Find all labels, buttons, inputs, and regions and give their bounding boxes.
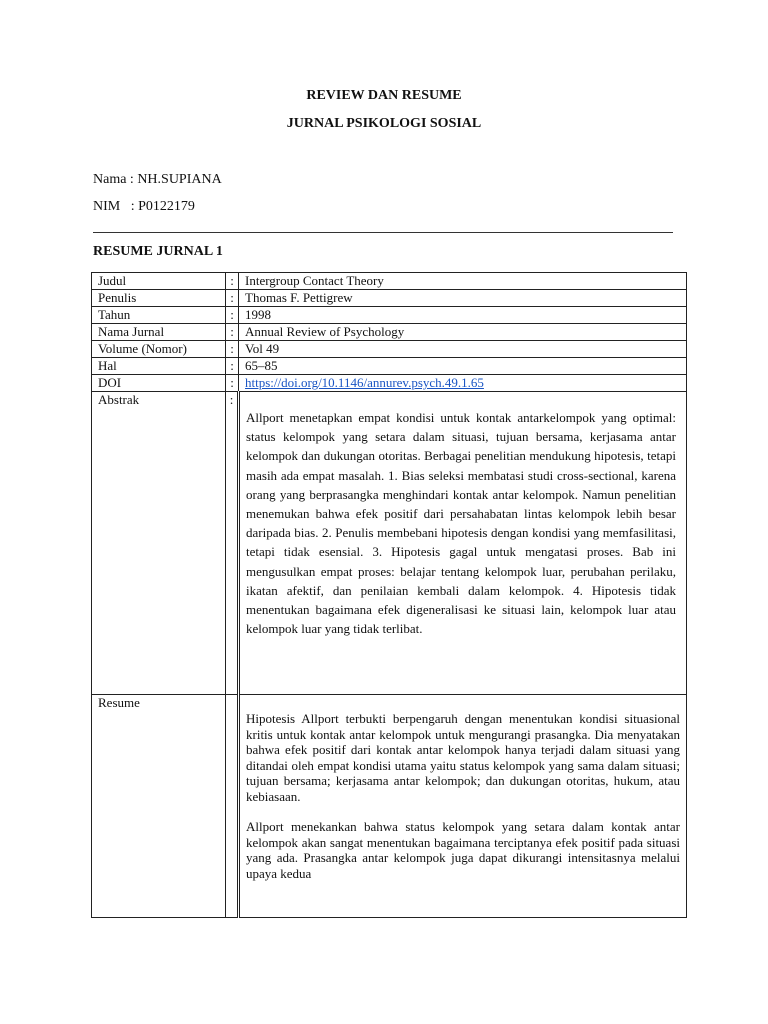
row-separator: : <box>226 341 239 358</box>
row-label-doi: DOI <box>92 375 226 392</box>
resume-text <box>246 711 680 881</box>
row-label-hal: Hal <box>92 358 226 375</box>
row-value-tahun: 1998 <box>239 307 687 324</box>
student-name: Nama : NH.SUPIANA <box>93 172 222 187</box>
horizontal-divider <box>93 232 673 233</box>
abstract-text: Allport menetapkan empat kondisi untuk kontak antarkelompok yang optimal: status kelompok yang setara dalam situasi, tujuan bersama, kerjasama antar kelompok dan dukungan otoritas. Berbagai penelitian mendukung hipotesis, tetapi masih ada empat masalah. 1. Bias seleksi membatasi studi cross-sectional, karena orang yang berprasangka menghindari kontak antar kelompok. Namun penelitian menemukan bahwa efek positif dari persahabatan lintas kelompok lebih besar daripada bias. 2. Penulis membebani hipotesis dengan kondisi yang memfasilitasi, tetapi tidak esensial. 3. Hipotesis gagal untuk mengatasi proses. Bab ini mengusulkan empat proses: belajar tentang kelompok luar, perubahan perilaku, ikatan afektif, dan penilaian kembali dalam kelompok. 4. Hipotesis tidak menentukan bagaimana efek digeneralisasi ke situasi lain, kelompok luar atau kelompok luar yang tidak terlibat. <box>246 410 676 637</box>
abstract-cell <box>239 392 687 695</box>
table-row <box>92 324 687 341</box>
resume-paragraph-2: Allport menekankan bahwa status kelompok yang setara dalam kontak antar kelompok akan sangat menentukan bagaimana terciptanya efek positif pada situasi yang ada. Prasangka antar kelompok juga dapat dikurangi intensitasnya melalui upaya kedua <box>246 819 680 881</box>
row-separator: : <box>226 392 239 695</box>
table-row-resume <box>92 695 687 918</box>
journal-info-table <box>91 272 687 918</box>
row-value-penulis: Thomas F. Pettigrew <box>239 290 687 307</box>
row-label-volume: Volume (Nomor) <box>92 341 226 358</box>
table-row <box>92 290 687 307</box>
student-nim: NIM : P0122179 <box>93 199 195 214</box>
row-label-nama-jurnal: Nama Jurnal <box>92 324 226 341</box>
row-separator: : <box>226 375 239 392</box>
row-separator: : <box>226 324 239 341</box>
section-title: RESUME JURNAL 1 <box>93 244 223 259</box>
row-value-judul: Intergroup Contact Theory <box>239 273 687 290</box>
table-row <box>92 341 687 358</box>
row-label-judul: Judul <box>92 273 226 290</box>
row-value-hal: 65–85 <box>239 358 687 375</box>
doc-subtitle: JURNAL PSIKOLOGI SOSIAL <box>286 116 482 131</box>
row-value-volume: Vol 49 <box>239 341 687 358</box>
row-separator-empty <box>226 695 239 918</box>
doc-title: REVIEW DAN RESUME <box>306 88 462 103</box>
table-row <box>92 307 687 324</box>
row-label-resume: Resume <box>92 695 226 918</box>
table-row <box>92 358 687 375</box>
table-row <box>92 273 687 290</box>
row-label-penulis: Penulis <box>92 290 226 307</box>
row-value-doi <box>239 375 687 392</box>
table-row-abstract <box>92 392 687 695</box>
resume-paragraph-1: Hipotesis Allport terbukti berpengaruh dengan menentukan kondisi situasional kritis untuk kontak antar kelompok untuk mengurangi prasangka. Dia menyatakan bahwa efek positif dari kontak antar kelompok hanya terjadi dalam situasi yang ditandai oleh empat kondisi utama yaitu status kelompok yang sama dalam situasi; tujuan bersama; kerjasama antar kelompok; dan dukungan otoritas, hukum, atau kebiasaan. <box>246 711 680 804</box>
row-label-abstrak: Abstrak <box>92 392 226 695</box>
row-separator: : <box>226 273 239 290</box>
row-separator: : <box>226 290 239 307</box>
row-value-nama-jurnal: Annual Review of Psychology <box>239 324 687 341</box>
row-separator: : <box>226 307 239 324</box>
table-row <box>92 375 687 392</box>
resume-cell <box>239 695 687 918</box>
doi-link[interactable]: https://doi.org/10.1146/annurev.psych.49.1.65 <box>245 375 484 390</box>
row-label-tahun: Tahun <box>92 307 226 324</box>
row-separator: : <box>226 358 239 375</box>
